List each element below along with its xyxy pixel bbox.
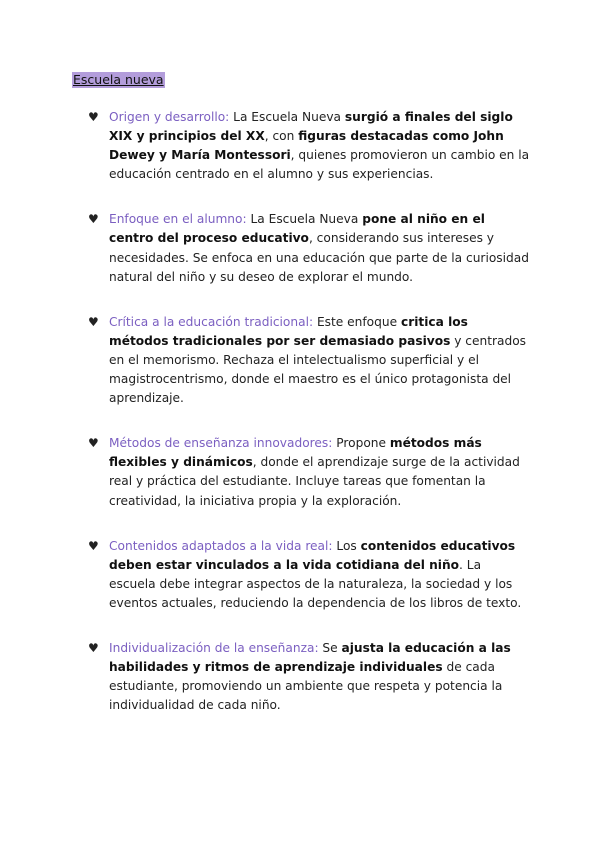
heart-bullet-icon: ♥ (88, 538, 99, 553)
body-text: , considerando sus intereses y necesidades. Se enfoca en una educación que parte de la curiosidad natural del niño y su deseo de explorar el mundo. (109, 231, 529, 284)
emphasized-text: surgió a finales del siglo XIX y principios del XX (109, 110, 513, 144)
emphasized-text: ajusta la educación a las habilidades y ritmos de aprendizaje individuales (109, 640, 511, 675)
heart-bullet-icon: ♥ (88, 110, 99, 124)
emphasized-text: métodos más flexibles y dinámicos (109, 436, 482, 470)
emphasized-text: pone al niño en el centro del proceso educativo (109, 212, 485, 246)
body-text: , con (264, 129, 299, 144)
body-text: La Escuela Nueva (229, 110, 345, 124)
emphasized-text: contenidos educativos deben estar vinculados a la vida cotidiana del niño (109, 538, 516, 572)
body-text: . La escuela debe integrar aspectos de la naturaleza, la sociedad y los eventos actuales, reduciendo la dependencia de los libros de texto. (109, 557, 522, 610)
emphasized-text: critica los métodos tradicionales por ser demasiado pasivos (109, 314, 468, 348)
body-text: Los (332, 538, 361, 553)
heart-bullet-icon: ♥ (88, 212, 99, 227)
body-text: Propone (332, 436, 390, 451)
list-item (88, 537, 530, 613)
list-item (88, 108, 530, 184)
heart-bullet-icon: ♥ (88, 314, 99, 329)
list-item (88, 313, 530, 408)
item-heading: Individualización de la enseñanza: (109, 640, 319, 655)
body-text: , donde el aprendizaje surge de la actividad real y práctica del estudiante. Incluye tareas que fomentan la creatividad, la iniciativa propia y la exploración. (109, 455, 520, 508)
heart-bullet-icon: ♥ (88, 640, 99, 655)
body-text: Este enfoque (313, 314, 401, 329)
item-heading: Enfoque en el alumno: (109, 212, 247, 227)
item-heading: Crítica a la educación tradicional: (109, 314, 314, 329)
bullet-list (88, 108, 530, 741)
item-heading: Métodos de enseñanza innovadores: (109, 436, 333, 451)
emphasized-text: figuras destacadas como John Dewey y María Montessori (109, 129, 504, 163)
body-text: y centrados en el memorismo. Rechaza el intelectualismo superficial y el magistrocentrismo, donde el maestro es el único protagonista del aprendizaje. (109, 333, 527, 406)
body-text: , quienes promovieron un cambio en la educación centrado en el alumno y sus experiencias. (109, 148, 530, 182)
item-heading: Origen y desarrollo: (109, 110, 230, 124)
heart-bullet-icon: ♥ (88, 436, 99, 451)
body-text: Se (318, 640, 342, 655)
list-item (88, 434, 530, 510)
page-title: Escuela nueva (73, 72, 164, 87)
list-item (88, 210, 530, 286)
item-heading: Contenidos adaptados a la vida real: (109, 538, 333, 553)
list-item (88, 639, 530, 715)
body-text: La Escuela Nueva (246, 212, 363, 227)
body-text: de cada estudiante, promoviendo un ambiente que respeta y potencia la individualidad de cada niño. (109, 660, 503, 713)
